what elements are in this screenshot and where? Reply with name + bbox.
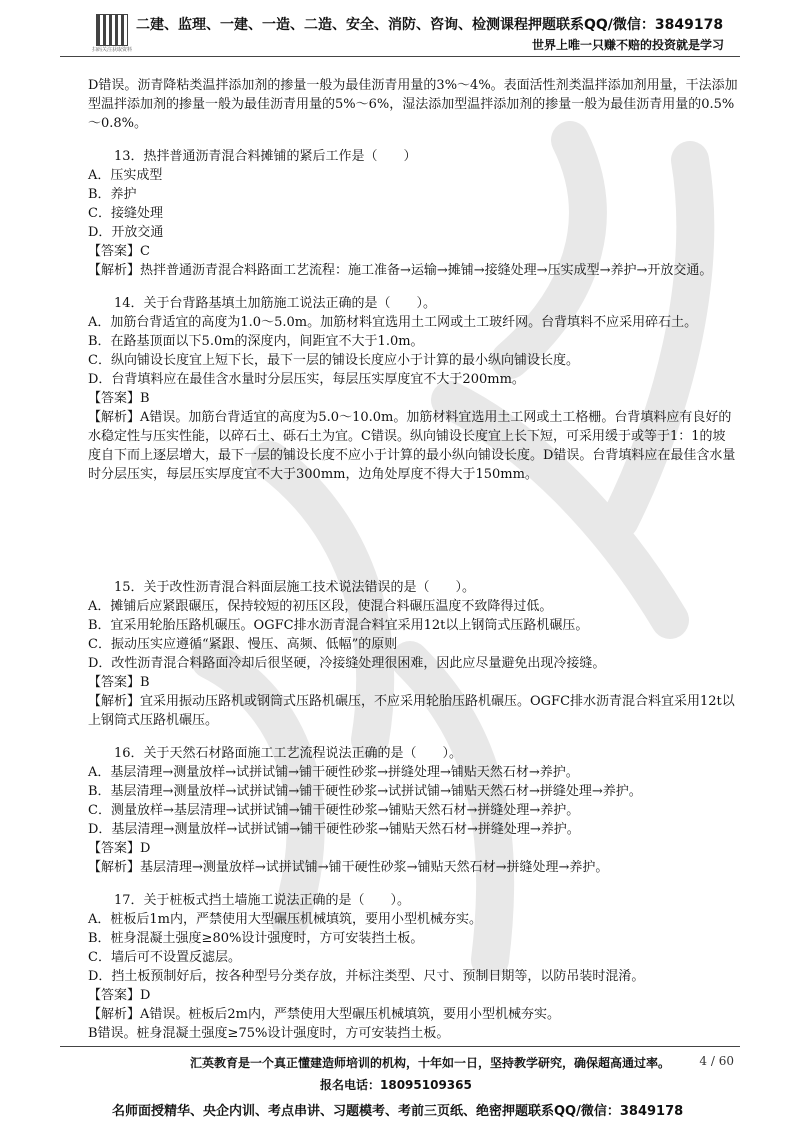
- option-a: A．摊铺后应紧跟碾压，保持较短的初压区段，使混合料碾压温度不致降得过低。: [88, 599, 553, 614]
- question-13: [88, 147, 738, 280]
- option-d: D．改性沥青混合料路面冷却后很坚硬，冷接缝处理很困难，因此应尽量避免出现冷接缝。: [88, 656, 606, 671]
- answer: 【答案】D: [88, 988, 151, 1003]
- option-b: B．桩身混凝土强度≥80%设计强度时，方可安装挡土板。: [88, 931, 424, 946]
- option-b: B．在路基顶面以下5.0m的深度内，间距宜不大于1.0m。: [88, 334, 424, 349]
- header-contact-line: 二建、监理、一建、一造、二造、安全、消防、咨询、检测课程押题联系QQ/微信：3849178: [136, 17, 724, 33]
- option-a: A．桩板后1m内，严禁使用大型碾压机械填筑，要用小型机械夯实。: [88, 912, 482, 927]
- option-a: A．压实成型: [88, 168, 163, 183]
- qr-caption: 扫码关注获取资料: [92, 47, 133, 53]
- answer: 【答案】B: [88, 391, 150, 406]
- question-stem: 17．关于桩板式挡土墙施工说法正确的是（ ）。: [114, 893, 411, 908]
- footer-phone: 报名电话：18095109365: [320, 1078, 472, 1092]
- option-c: C．测量放样→基层清理→试拼试铺→铺干硬性砂浆→铺贴天然石材→拼缝处理→养护。: [88, 803, 580, 818]
- option-a: A．加筋台背适宜的高度为1.0～5.0m。加筋材料宜选用土工网或土工玻纤网。台背填料不应采用碎石土。: [88, 315, 698, 330]
- option-c: C．纵向铺设长度宜上短下长，最下一层的铺设长度应小于计算的最小纵向铺设长度。: [88, 353, 579, 368]
- analysis: 【解析】A错误。加筋台背适宜的高度为5.0～10.0m。加筋材料宜选用土工网或土工格栅。台背填料应有良好的水稳定性与压实性能，以碎石土、砾石土为宜。C错误。纵向铺设长度宜上长下短，可采用缓于或等于1：1的坡度自下而上逐层增大，最下一层的铺设长度不应小于计算的最小纵向铺设长度。D错误。台背填料应在最佳含水量时分层压实，每层压实厚度宜不大于300mm，边角处厚度不得大于150mm。: [88, 410, 736, 482]
- option-c: C．墙后可不设置反滤层。: [88, 950, 241, 965]
- question-stem: 15．关于改性沥青混合料面层施工技术说法错误的是（ ）。: [114, 580, 476, 595]
- option-c: C．振动压实应遵循“紧跟、慢压、高频、低幅”的原则: [88, 637, 398, 652]
- question-stem: 16．关于天然石材路面施工工艺流程说法正确的是（ ）。: [114, 746, 463, 761]
- question-16: [88, 744, 738, 877]
- page-number: 4 / 60: [699, 1054, 734, 1068]
- intro-paragraph: D错误。沥青降粘类温拌添加剂的掺量一般为最佳沥青用量的3%～4%。表面活性剂类温拌添加剂用量，干法添加型温拌添加剂的掺量一般为最佳沥青用量的5%～6%，湿法添加型温拌添加剂的掺量一般为最佳沥青用量的0.5%～0.8%。: [88, 78, 738, 131]
- analysis: 【解析】基层清理→测量放样→试拼试铺→铺干硬性砂浆→铺贴天然石材→拼缝处理→养护。: [88, 860, 609, 875]
- answer: 【答案】B: [88, 675, 150, 690]
- option-d: D．开放交通: [88, 225, 164, 240]
- footer-divider: [60, 1046, 740, 1047]
- footer-institution-line: 汇英教育是一个真正懂建造师培训的机构，十年如一日，坚持教学研究，确保超高通过率。: [190, 1056, 671, 1070]
- option-b: B．基层清理→测量放样→试拼试铺→铺干硬性砂浆→试拼试铺→铺贴天然石材→拼缝处理→养护。: [88, 784, 642, 799]
- analysis: 【解析】宜采用振动压路机或钢筒式压路机碾压，不应采用轮胎压路机碾压。OGFC排水沥青混合料宜采用12t以上钢筒式压路机碾压。: [88, 694, 735, 728]
- answer: 【答案】C: [88, 244, 150, 259]
- option-a: A．基层清理→测量放样→试拼试铺→铺干硬性砂浆→拼缝处理→铺贴天然石材→养护。: [88, 765, 579, 780]
- question-stem: 14．关于台背路基填土加筋施工说法正确的是（ ）。: [114, 296, 437, 311]
- question-14: [88, 294, 738, 484]
- header-slogan: 世界上唯一只赚不赔的投资就是学习: [531, 38, 724, 52]
- document-body: [88, 76, 738, 1043]
- analysis: 【解析】热拌普通沥青混合料路面工艺流程：施工准备→运输→摊铺→接缝处理→压实成型→养护→开放交通。: [88, 263, 713, 278]
- blank-space: [88, 484, 738, 564]
- question-17: [88, 891, 738, 1043]
- footer-contact-line: 名师面授精华、央企内训、考点串讲、习题模考、考前三页纸、绝密押题联系QQ/微信：3849178: [112, 1104, 684, 1119]
- option-d: D．台背填料应在最佳含水量时分层压实，每层压实厚度宜不大于200mm。: [88, 372, 525, 387]
- question-15: [88, 578, 738, 730]
- option-b: B．养护: [88, 187, 137, 202]
- option-d: D．挡土板预制好后，按各种型号分类存放，并标注类型、尺寸、预制日期等，以防吊装时混淆。: [88, 969, 645, 984]
- header-divider: [60, 56, 740, 57]
- analysis-continued: B错误。桩身混凝土强度≥75%设计强度时，方可安装挡土板。: [88, 1026, 450, 1041]
- answer: 【答案】D: [88, 841, 151, 856]
- option-c: C．接缝处理: [88, 206, 163, 221]
- option-d: D．基层清理→测量放样→试拼试铺→铺干硬性砂浆→铺贴天然石材→拼缝处理→养护。: [88, 822, 580, 837]
- qr-code-icon: [96, 14, 128, 46]
- analysis: 【解析】A错误。桩板后2m内，严禁使用大型碾压机械填筑，要用小型机械夯实。: [88, 1007, 560, 1022]
- question-stem: 13．热拌普通沥青混合料摊铺的紧后工作是（ ）: [114, 149, 417, 164]
- option-b: B．宜采用轮胎压路机碾压。OGFC排水沥青混合料宜采用12t以上钢筒式压路机碾压。: [88, 618, 589, 633]
